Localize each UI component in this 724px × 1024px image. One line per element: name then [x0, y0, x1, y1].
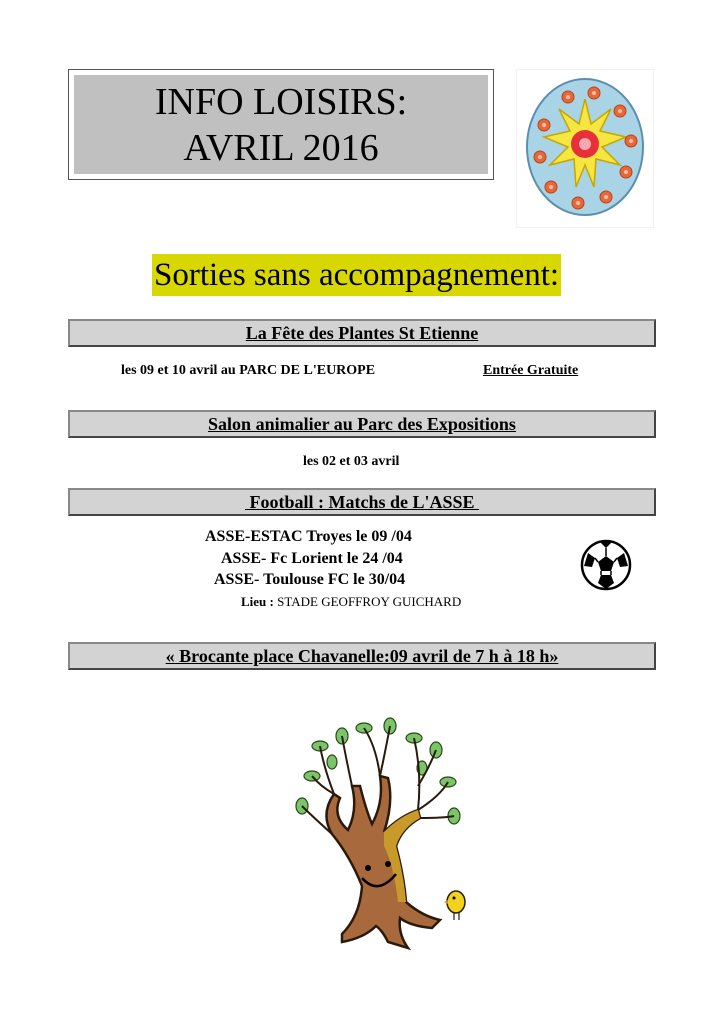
event-title-bar-salon: [68, 410, 656, 438]
match-venue: [241, 594, 461, 610]
event-title-football: Football : Matchs de L'ASSE: [244, 491, 480, 512]
page-title-line-1: INFO LOISIRS:: [154, 80, 408, 123]
event-dates-plantes: les 09 et 10 avril au PARC DE L'EUROPE: [121, 363, 376, 378]
section-subtitle: Sorties sans accompagnement:: [152, 254, 561, 296]
page-title-line-2: AVRIL 2016: [183, 126, 379, 169]
event-title-salon: Salon animalier au Parc des Expositions: [208, 413, 516, 434]
match-item: ASSE-ESTAC Troyes le 09 /04: [205, 528, 412, 545]
match-item: ASSE- Toulouse FC le 30/04: [214, 571, 406, 588]
title-box: [74, 75, 488, 174]
event-title-bar-brocante: [68, 642, 656, 670]
match-item: ASSE- Fc Lorient le 24 /04: [221, 550, 403, 567]
soccer-ball-icon: [580, 539, 632, 591]
smiling-tree-icon: [272, 706, 478, 954]
title-frame: [68, 69, 494, 180]
event-title-bar-football: [68, 488, 656, 516]
venue-label: Lieu :: [241, 594, 274, 609]
event-dates-salon: les 02 et 03 avril: [303, 454, 400, 469]
event-title-bar-plantes: [68, 319, 656, 347]
event-title-brocante: « Brocante place Chavanelle:09 avril de 7 h à 18 h»: [165, 645, 559, 666]
event-title-plantes: La Fête des Plantes St Etienne: [245, 322, 479, 343]
venue-name: STADE GEOFFROY GUICHARD: [277, 594, 462, 609]
event-price-plantes: Entrée Gratuite: [483, 363, 579, 378]
easter-egg-icon: [516, 69, 654, 228]
